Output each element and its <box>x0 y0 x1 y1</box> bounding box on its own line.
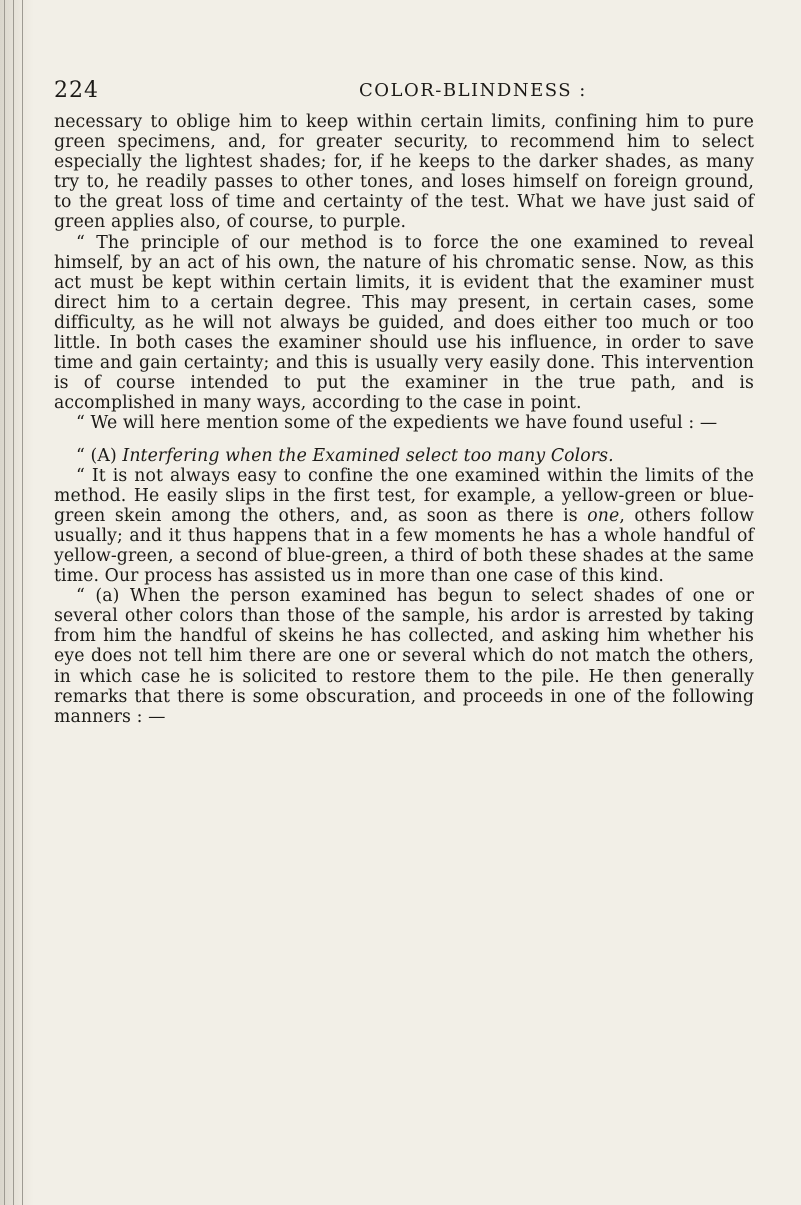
section-gap <box>54 434 754 446</box>
binding-line <box>22 0 23 1205</box>
paragraph-3: “ We will here mention some of the expedients we have found useful : — <box>76 413 718 434</box>
paragraph-6: “ (a) When the person examined has begun to select shades of one or several other colors than those of the sample, his ardor is arrested by taking from him the handful of skeins he has collected, and asking him whether his eye does not tell him there are one or several which do not match the others, in which case he is solicited to restore them to the pile. He then generally remarks that there is some obscuration, and proceeds in one of the following manners : — <box>54 586 754 727</box>
section-heading-lead: “ (A) <box>76 445 123 466</box>
book-binding-edge <box>0 0 34 1205</box>
binding-line <box>13 0 14 1205</box>
page-number: 224 <box>54 78 99 103</box>
book-page <box>54 78 754 727</box>
paragraph-2: “ The principle of our method is to force the one examined to reveal himself, by an act of his own, the nature of his chromatic sense. Now, as this act must be kept within certain limits, it is evident that the examiner must direct him to a certain degree. This may present, in certain cases, some difficulty, as he will not always be guided, and does either too much or too little. In both cases the examiner should use his influence, in order to save time and gain certainty; and this is usually very easily done. This intervention is of course intended to put the examiner in the true path, and is accomplished in many ways, according to the case in point. <box>54 232 754 414</box>
running-head: COLOR-BLINDNESS : <box>359 80 587 101</box>
section-heading-a <box>54 446 754 466</box>
paragraph-5 <box>54 466 754 587</box>
paragraph-1: necessary to oblige him to keep within certain limits, confining him to pure green specimens, and, for greater security, to recommend him to select especially the lightest shades; for, if he keeps to the darker shades, as many try to, he readily passes to other tones, and loses himself on foreign ground, to the great loss of time and certainty of the test. What we have just said of green applies also, of course, to purple. <box>54 112 754 233</box>
paragraph-5-emphasis: one <box>587 505 620 526</box>
section-heading-text: Interfering when the Examined select too many Colors. <box>122 445 614 466</box>
page-header <box>54 78 754 112</box>
paragraph-5-part1: “ It is not always easy to confine the one examined within the limits of the method. He easily slips in the first test, for example, a yellow-green or blue-green skein among the others, and, as soon as there is <box>54 465 754 526</box>
binding-line <box>4 0 5 1205</box>
paragraph-5-part2: , others follow usually; and it thus happens that in a few moments he has a whole handful of yellow-green, a second of blue-green, a third of both these shades at the same time. Our process has assisted us in more than one case of this kind. <box>54 505 754 587</box>
